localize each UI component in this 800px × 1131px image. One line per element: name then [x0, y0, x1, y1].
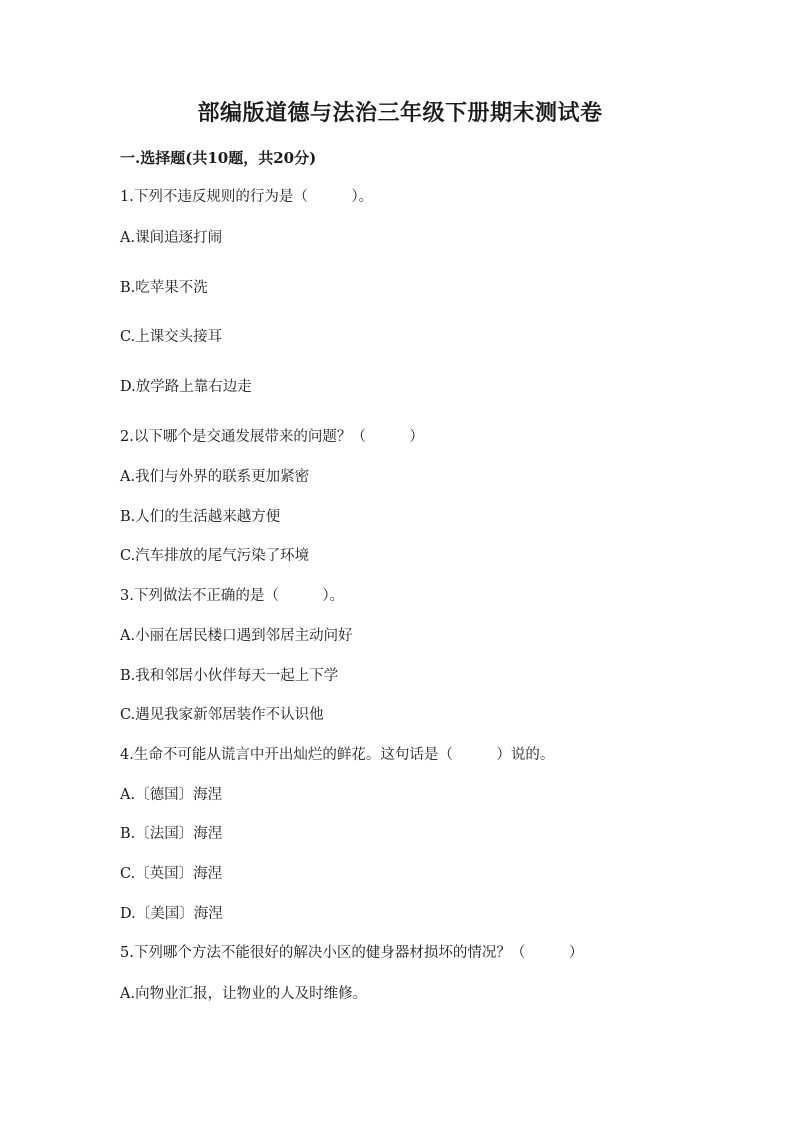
question-2-option-c: C.汽车排放的尾气污染了环境: [120, 548, 310, 564]
question-5-stem: 5.下列哪个方法不能很好的解决小区的健身器材损坏的情况？（ ）: [120, 945, 584, 961]
question-4-option-d: D.〔美国〕海涅: [120, 906, 223, 922]
question-1-option-b: B.吃苹果不洗: [120, 280, 208, 296]
question-3-option-a: A.小丽在居民楼口遇到邻居主动问好: [120, 628, 353, 644]
question-4-option-a: A.〔德国〕海涅: [120, 787, 223, 803]
question-3-option-b: B.我和邻居小伙伴每天一起上下学: [120, 668, 339, 684]
question-1-option-c: C.上课交头接耳: [120, 329, 223, 345]
question-4-stem: 4.生命不可能从谎言中开出灿烂的鲜花。这句话是（ ）说的。: [120, 747, 555, 763]
question-1-stem: 1.下列不违反规则的行为是（ ）。: [120, 189, 374, 205]
question-1-option-a: A.课间追逐打闹: [120, 230, 223, 246]
page-title: 部编版道德与法治三年级下册期末测试卷: [197, 100, 603, 126]
question-1-option-d: D.放学路上靠右边走: [120, 379, 252, 395]
question-2-stem: 2.以下哪个是交通发展带来的问题？（ ）: [120, 429, 424, 445]
question-2-option-a: A.我们与外界的联系更加紧密: [120, 469, 310, 485]
section-heading: 一.选择题(共10题，共20分): [120, 149, 317, 167]
question-3-stem: 3.下列做法不正确的是（ ）。: [120, 588, 345, 604]
question-3-option-c: C.遇见我家新邻居装作不认识他: [120, 707, 324, 723]
question-2-option-b: B.人们的生活越来越方便: [120, 509, 281, 525]
question-5-option-a: A.向物业汇报，让物业的人及时维修。: [120, 986, 368, 1002]
question-4-option-b: B.〔法国〕海涅: [120, 826, 223, 842]
question-4-option-c: C.〔英国〕海涅: [120, 866, 223, 882]
